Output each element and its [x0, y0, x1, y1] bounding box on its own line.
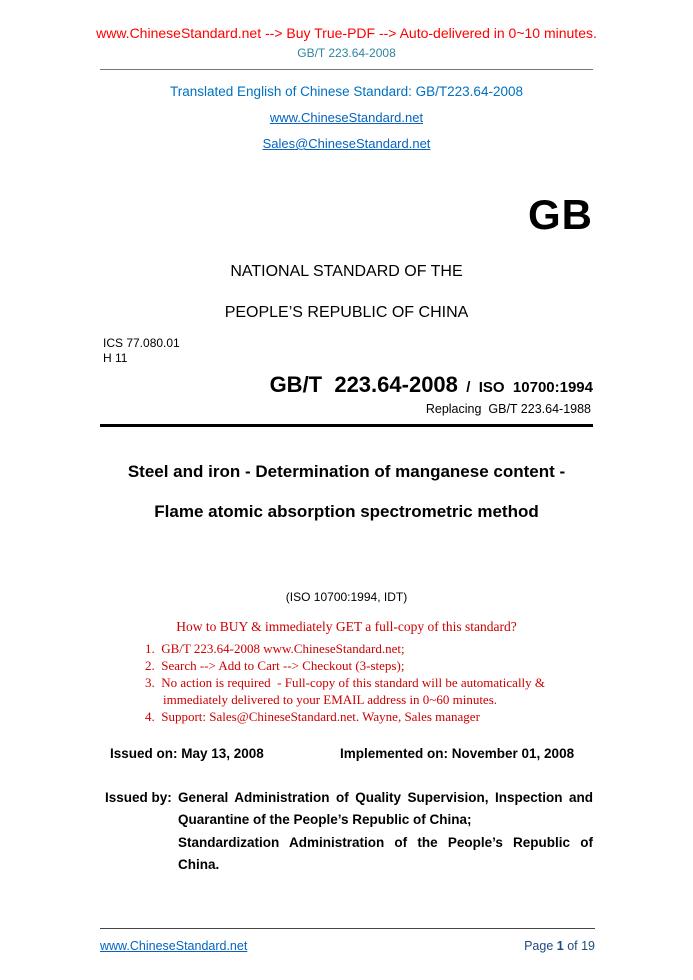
standard-code-row — [0, 372, 593, 398]
buy-step-2: 2. Search --> Add to Cart --> Checkout (3-steps); — [145, 658, 405, 673]
page-indicator — [524, 938, 595, 954]
document-title-line2: Flame atomic absorption spectrometric method — [154, 502, 539, 521]
email-link-row — [0, 136, 693, 152]
issuer-line-3: Standardization Administration of the People’s Republic of — [178, 835, 593, 850]
issuer-block — [105, 787, 593, 876]
buy-step-1: 1. GB/T 223.64-2008 www.ChineseStandard.net; — [145, 641, 405, 656]
implemented-date: Implemented on: November 01, 2008 — [340, 746, 575, 761]
issued-by-label: Issued by: — [105, 790, 172, 805]
promo-banner: www.ChineseStandard.net --> Buy True-PDF --> Auto-delivered in 0~10 minutes. — [96, 25, 597, 41]
page-label: Page — [524, 939, 557, 953]
national-standard-line2: PEOPLE’S REPUBLIC OF CHINA — [224, 304, 469, 321]
masthead-divider — [100, 424, 593, 427]
page-number: 1 — [556, 939, 564, 953]
gb-logo: GB — [528, 191, 593, 238]
buy-instructions-heading: How to BUY & immediately GET a full-copy of this standard? — [176, 619, 517, 634]
dates-row — [110, 745, 593, 762]
issuer-text — [178, 787, 593, 876]
issuer-line-2: Quarantine of the People’s Republic of China; — [178, 812, 472, 827]
buy-instructions-list — [145, 640, 593, 725]
standard-code: GB/T 223.64-2008 — [269, 372, 458, 397]
footer-site-link[interactable]: www.ChineseStandard.net — [100, 939, 248, 953]
site-link[interactable]: www.ChineseStandard.net — [269, 110, 424, 125]
ics-code: ICS 77.080.01 — [103, 336, 180, 350]
standard-ref-header: GB/T 223.64-2008 — [297, 46, 396, 60]
buy-step-4: 4. Support: Sales@ChineseStandard.net. Wayne, Sales manager — [145, 709, 480, 724]
issuer-line-1: General Administration of Quality Supervision, Inspection and — [178, 790, 593, 805]
replacing-note: Replacing GB/T 223.64-1988 — [425, 402, 591, 416]
iso-code: / ISO 10700:1994 — [457, 379, 593, 396]
translated-note: Translated English of Chinese Standard: GB/T223.64-2008 — [170, 84, 523, 99]
national-standard-line1: NATIONAL STANDARD OF THE — [230, 263, 463, 280]
document-title-line1: Steel and iron - Determination of manganese content - — [127, 462, 566, 481]
buy-step-3-continued: immediately delivered to your EMAIL address in 0~60 minutes. — [163, 692, 498, 707]
doc-class-code: H 11 — [103, 351, 128, 365]
idt-note: (ISO 10700:1994, IDT) — [285, 590, 408, 604]
buy-step-3: 3. No action is required - Full-copy of this standard will be automatically & — [145, 675, 546, 690]
page-total: of 19 — [563, 939, 595, 953]
issuer-line-4: China. — [178, 857, 220, 872]
issued-date: Issued on: May 13, 2008 — [110, 746, 264, 761]
ics-block — [103, 336, 693, 366]
header-divider — [100, 69, 593, 70]
site-link-row — [0, 110, 693, 126]
page-footer — [100, 928, 595, 954]
email-link[interactable]: Sales@ChineseStandard.net — [262, 136, 431, 151]
